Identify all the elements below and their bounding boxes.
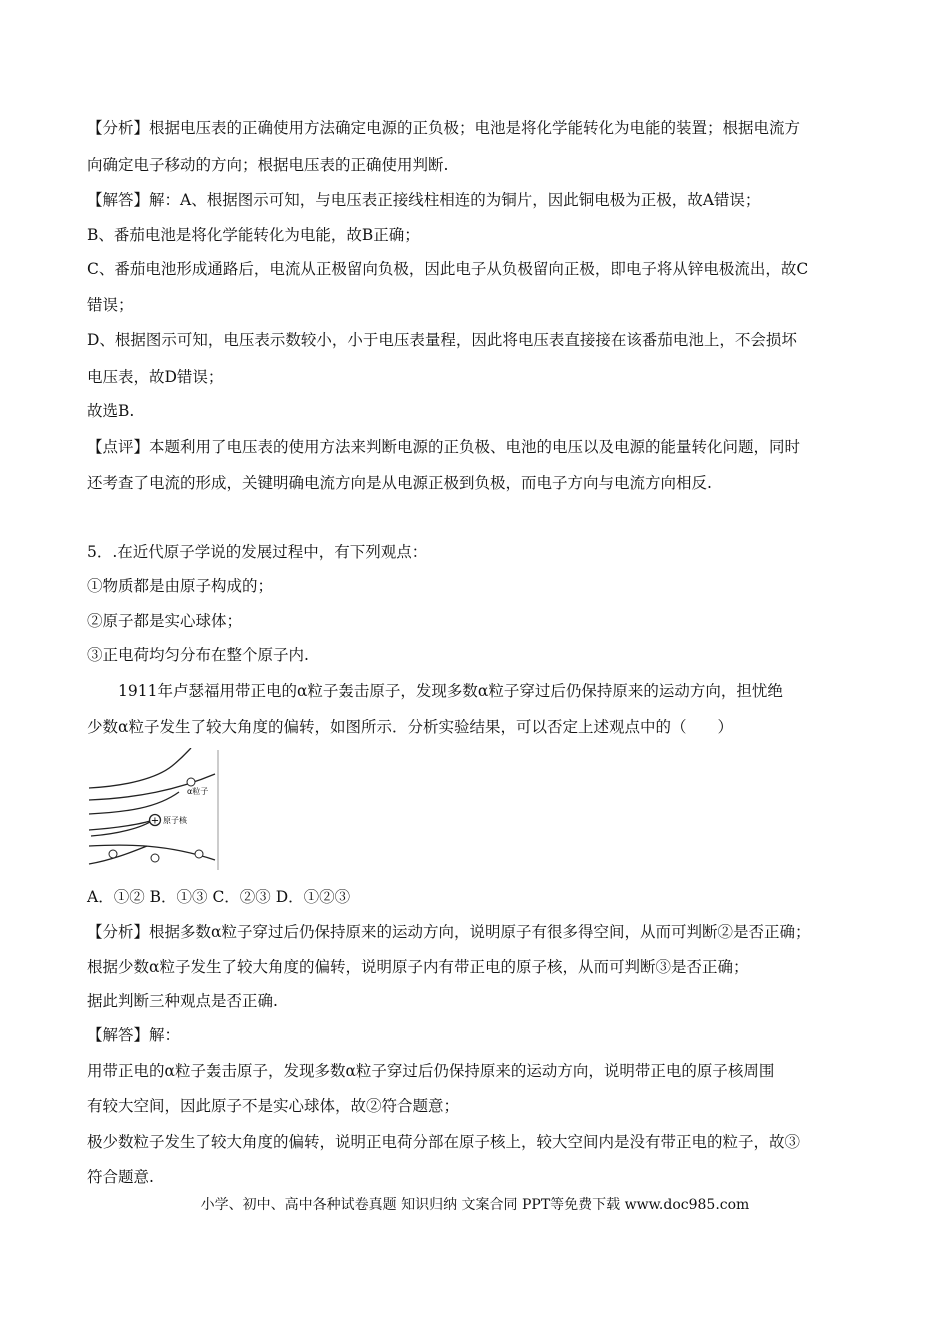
alpha-scattering-figure xyxy=(87,748,221,872)
nucleus-plus-sign: + xyxy=(150,815,160,827)
line-1: 【分析】根据电压表的正确使用方法确定电源的正负极；电池是将化学能转化为电能的装置；根据电流方 xyxy=(87,119,801,137)
line-11: 还考查了电流的形成，关键明确电流方向是从电源正极到负极，而电子方向与电流方向相反. xyxy=(87,474,712,492)
line-24: 有较大空间，因此原子不是实心球体，故②符合题意； xyxy=(87,1097,460,1115)
nucleus-label: 原子核 xyxy=(163,816,187,825)
line-20: 根据少数α粒子发生了较大角度的偏转，说明原子内有带正电的原子核，从而可判断③是否正确； xyxy=(87,958,749,976)
line-2: 向确定电子移动的方向；根据电压表的正确使用判断. xyxy=(87,156,449,174)
line-22: 【解答】解： xyxy=(87,1026,181,1044)
line-7: D、根据图示可知，电压表示数较小，小于电压表量程，因此将电压表直接接在该番茄电池上，不会损坏 xyxy=(87,331,797,349)
alpha-particle xyxy=(109,850,117,858)
alpha-particle xyxy=(195,850,203,858)
line-9: 故选B. xyxy=(87,402,135,420)
answer-options: A．①② B．①③ C．②③ D．①②③ xyxy=(87,888,351,906)
line-10: 【点评】本题利用了电压表的使用方法来判断电源的正负极、电池的电压以及电源的能量转化问题，同时 xyxy=(87,438,801,456)
alpha-track-lower-left xyxy=(89,846,147,864)
alpha-particle xyxy=(187,778,195,786)
alpha-scattering-diagram xyxy=(87,748,221,872)
line-6: 错误； xyxy=(87,296,134,314)
line-14: ②原子都是实心球体； xyxy=(87,612,243,630)
alpha-particle-label: α粒子 xyxy=(187,787,209,796)
line-12: 5．.在近代原子学说的发展过程中，有下列观点： xyxy=(87,543,428,561)
line-5: C、番茄电池形成通路后，电流从正极留向负极，因此电子从负极留向正极，即电子将从锌电极流出，故C xyxy=(87,260,809,278)
alpha-particle xyxy=(151,854,159,862)
line-23: 用带正电的α粒子轰击原子，发现多数α粒子穿过后仍保持原来的运动方向，说明带正电的原子核周围 xyxy=(87,1062,775,1080)
line-3: 【解答】解：A、根据图示可知，与电压表正接线柱相连的为铜片，因此铜电极为正极，故A错误； xyxy=(87,191,761,209)
line-21: 据此判断三种观点是否正确. xyxy=(87,992,278,1010)
line-8: 电压表，故D错误； xyxy=(87,368,224,386)
line-26: 符合题意. xyxy=(87,1168,154,1186)
line-17: 少数α粒子发生了较大角度的偏转，如图所示．分析实验结果，可以否定上述观点中的（ ） xyxy=(87,718,733,736)
line-19: 【分析】根据多数α粒子穿过后仍保持原来的运动方向，说明原子有很多得空间，从而可判断②是否正确； xyxy=(87,923,811,941)
line-15: ③正电荷均匀分布在整个原子内. xyxy=(87,646,309,664)
line-16: 1911年卢瑟福用带正电的α粒子轰击原子，发现多数α粒子穿过后仍保持原来的运动方向，担忧绝 xyxy=(118,682,783,700)
line-13: ①物质都是由原子构成的； xyxy=(87,577,274,595)
line-4: B、番茄电池是将化学能转化为电能，故B正确； xyxy=(87,226,420,244)
page-footer: 小学、初中、高中各种试卷真题 知识归纳 文案合同 PPT等免费下载 www.doc985.com xyxy=(200,1197,750,1213)
alpha-track-deflected-up xyxy=(89,748,191,788)
line-25: 极少数粒子发生了较大角度的偏转，说明正电荷分部在原子核上，较大空间内是没有带正电的粒子，故③ xyxy=(87,1133,801,1151)
